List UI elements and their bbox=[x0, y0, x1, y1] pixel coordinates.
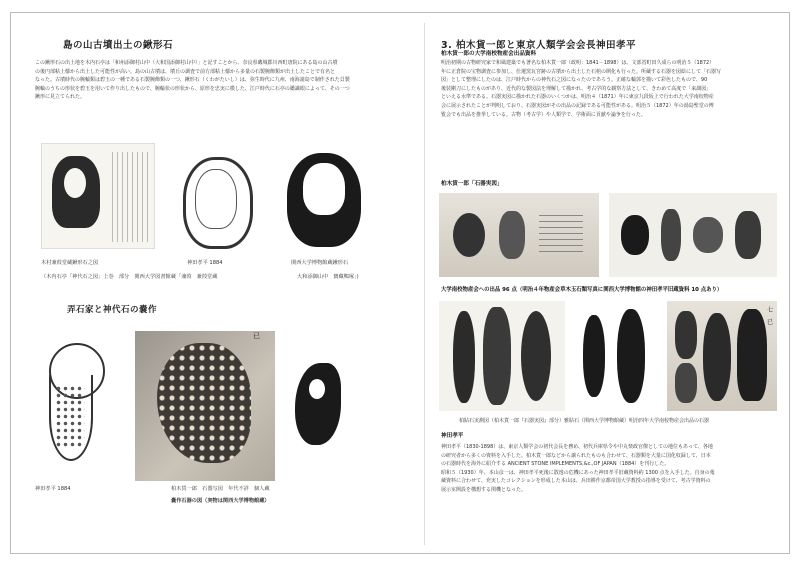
left-section2-title: 弄石家と神代石の嚢作 bbox=[67, 305, 158, 315]
para-line: 神田孝平（1830-1898）は、東京人類学会の初代会長を務め、初代兵庫県令や中丸楽政官僚としての地位もあって、各地 bbox=[441, 444, 713, 450]
right-sub4: 神田孝平 bbox=[441, 433, 464, 439]
sekki-jitsuzu-scroll bbox=[439, 193, 599, 277]
para-line: 会に展示されたことが判明しており、石器実図がその出品の記録である可能性がある。明治５（1872）年の湯島聖堂の博 bbox=[441, 102, 714, 109]
intro-line: の後円部粘土槨から出土した可能性が高い。島の山古墳は、墳丘の調査で前方部粘土槨から多量の石製腕飾類が出土したことで有名と bbox=[35, 68, 336, 75]
right-para1 bbox=[441, 59, 777, 119]
caption-top-2: 神田孝平 1884 bbox=[187, 260, 223, 266]
caption-top-1b: （木内石亭「神代石之図」上巻 部分 関西大学図書館蔵「兼葭 兼葭堂蔵 bbox=[41, 274, 218, 280]
para-line: 昭和５（1930）年、本山彦一は、神田孝平死後に散逸の危機にあった神田孝平旧蔵資料約 1300 点を入手した。自身の蒐 bbox=[441, 469, 715, 476]
exhibit-stone-tools-photo bbox=[667, 301, 777, 411]
para-line: 年に正倉院の宝物調査に参加し、仕遷窯瓦宮跡の古墳から出土した石棺の開化も行った。所蔵する石器を図絵にして「石器写 bbox=[441, 68, 722, 75]
para-line: 覧会でも出品を推挙している。古物（考古学）や人類学で、学術面に貢献や論争を行った。 bbox=[441, 111, 646, 118]
para-line: の研究者から多くの資料を入手した。柏木貨一郎などから譲られたものも合わせて、石器類を大量に国化収録して、日本 bbox=[441, 452, 711, 459]
para-line: 後装剛刀にしたものがあり、近代的な製図法を理解して描かれ、考古学的な観察方法として、きわめて高度で「来調図」 bbox=[441, 85, 712, 92]
stone-tools-photo bbox=[609, 193, 777, 277]
intro-line: 腕輪のうちの形状を碧玉を用いて作り出したもので、腕輪状の形状から、原形を忠実に模した、江戸時代に石亭の鑑識眼によって、その一つ bbox=[35, 85, 350, 92]
kuwagata-line-drawing bbox=[173, 151, 259, 249]
right-sub1: 柏木貨一郎の大学南校物産会出品資料 bbox=[441, 51, 537, 57]
right-page-title: 3. 柏木貨一郎と東京人類学会会長神田孝平 bbox=[441, 40, 637, 51]
photo-mark: 已 bbox=[253, 332, 260, 340]
caption-top-3b: 大和添御山中 寶藏鴨塚」) bbox=[297, 274, 359, 280]
magatama-drawing bbox=[35, 335, 115, 469]
right-sub3: 大学南校物産会への出品 96 点（明治４年物産会草木玉石類写真に関西大学博物館の神田孝平旧蔵資料 10 点あり） bbox=[441, 287, 723, 293]
caption-bottom-3: 嚢作石器の図（実物は関西大学博物館蔵） bbox=[171, 498, 270, 504]
right-para2 bbox=[441, 443, 777, 495]
right-caption-row: 柏貼石実測図（柏木貨一郎『石器実図』部分）雅貼石（関西大学博物館蔵）明治四年大学南校物産会出品の石器 bbox=[459, 418, 710, 424]
para-line: 展示室開設を構想する関機となった。 bbox=[441, 486, 527, 493]
intro-line: なった。古墳時代の腕輪類は碧玉の一種である石製腕飾類の一つ、鍬形石（くわがたいし）は、弥生時代に九州、南海諸島で制作された貝製 bbox=[35, 77, 350, 84]
left-page-title: 島の山古墳出土の鍬形石 bbox=[63, 40, 174, 51]
booklet-spread bbox=[10, 12, 790, 554]
caption-bottom-1: 神田孝平 1884 bbox=[35, 486, 71, 492]
photo-mark-right-1: 七 bbox=[767, 307, 774, 314]
para-line: 図」として整理にしたのは、江戸時代からの神代石之図になったのであろう。正確な輪郭を描いて彩色したもので、90 bbox=[441, 77, 708, 84]
intro-line: 鍬形に見立てられた。 bbox=[35, 94, 86, 101]
carved-stone-silhouette bbox=[281, 333, 357, 467]
para-line: の石器時代を海外に紹介する ANCIENT STONE IMPLEMENTS,&c.,OF JAPAN（1884）を刊行した。 bbox=[441, 461, 670, 468]
para-line: といえる水準である。石器実図に描かれた石器のいくつかは、明治４（1871）年に東京九段坂上で行われた大学南校物産 bbox=[441, 94, 714, 101]
para-line: 明治初期の古物研究家で和風建築でも著名な柏木貨一郎（政明：1841－1898）は、文部省町田久成らの明治５（1872） bbox=[441, 60, 715, 66]
intro-line: この鍬形石の出土地を木内石亭は「和州添御村山中（大和国添御村山中）」と記すことから、奈良県磯城郡川西町唐院にある島の山古墳 bbox=[35, 60, 338, 66]
stone-blades-photo bbox=[571, 301, 661, 411]
stone-replica-photo bbox=[135, 331, 275, 481]
left-intro-text bbox=[35, 59, 403, 102]
right-sub2: 柏木貨一郎「石器実図」 bbox=[441, 181, 503, 187]
kuwagata-stone-photo bbox=[279, 149, 371, 251]
spine-divider bbox=[424, 23, 425, 545]
para-line: 蔵資料に合わせて、充実したコレクションを形成した本山は、兵田耕作京都帝国大学教授の指導を受けて、考古学資料の bbox=[441, 478, 711, 485]
photo-mark-right-2: 已 bbox=[767, 319, 774, 326]
caption-bottom-2: 柏木貨一郎 石器写図 年代不詳 個人蔵 bbox=[171, 486, 270, 492]
caption-top-1: 木村兼葭堂蔵鍬形石之図 bbox=[41, 260, 99, 266]
caption-top-3: 関西大学博物館蔵鍬形石 bbox=[291, 260, 349, 266]
kuwagata-drawing-scroll bbox=[41, 143, 155, 249]
jitsuzu-drawing-row bbox=[439, 301, 565, 411]
